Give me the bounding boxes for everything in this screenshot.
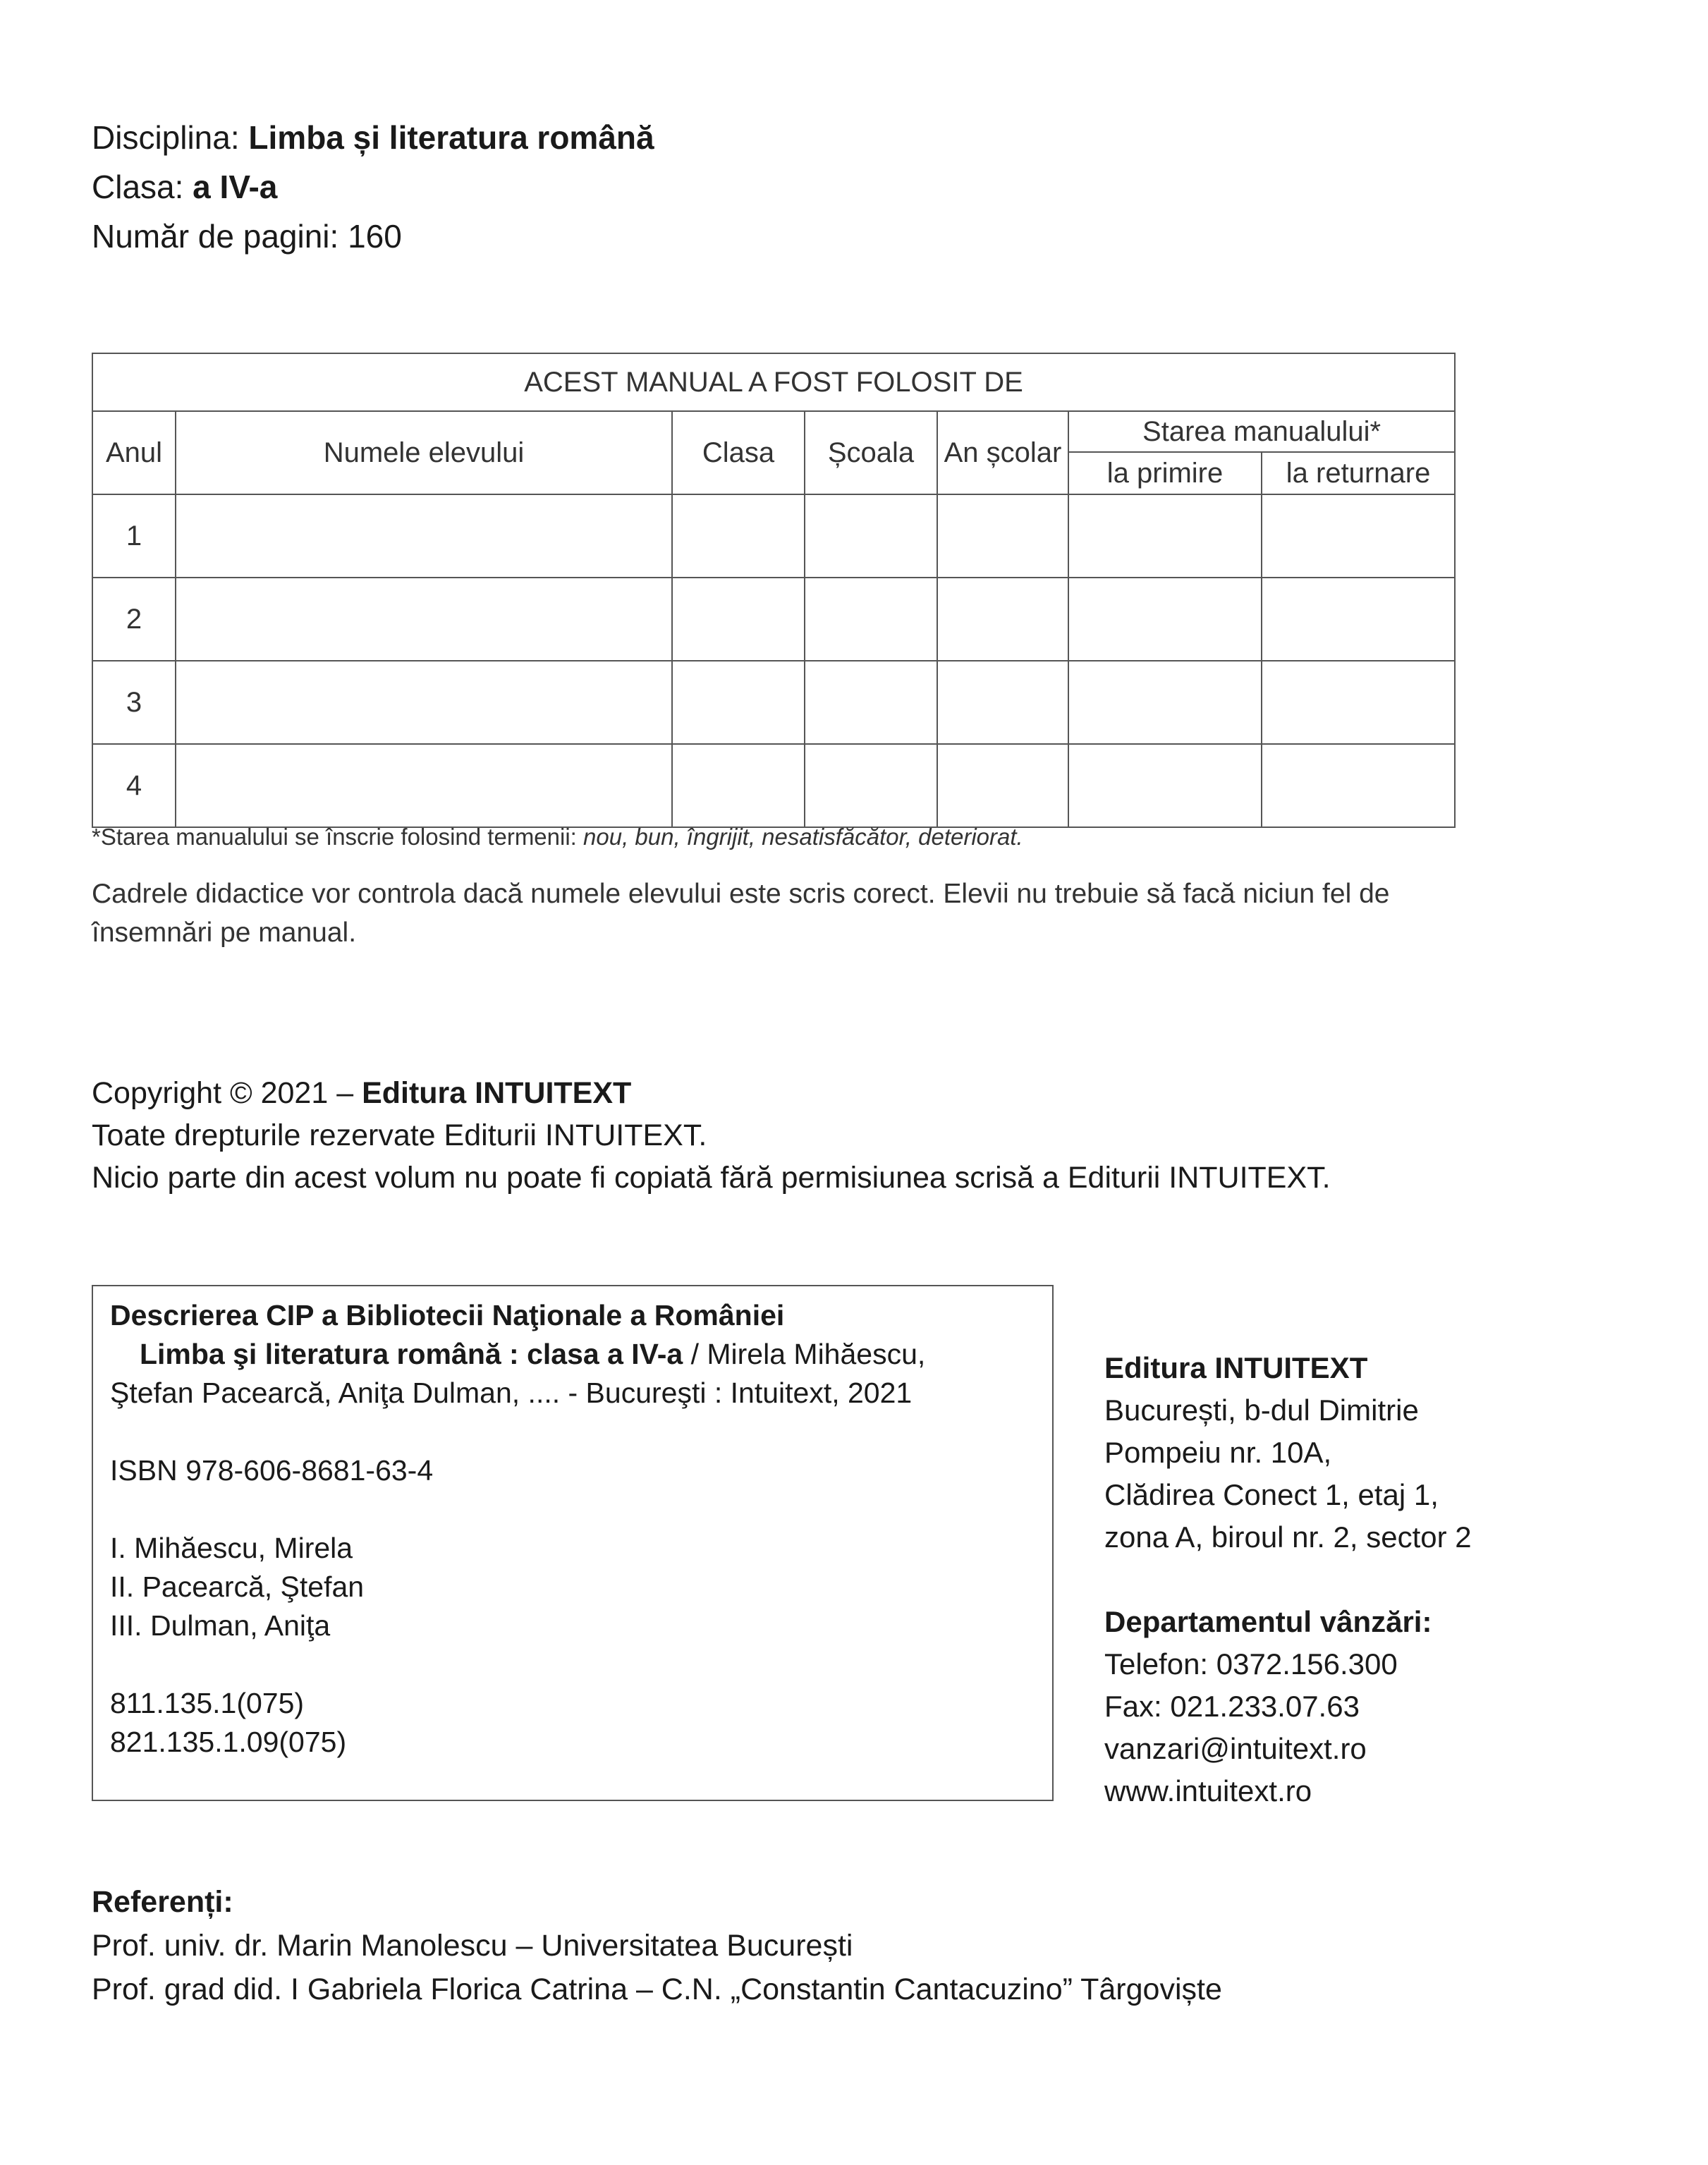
cip-entry: I. Mihăescu, Mirela bbox=[110, 1532, 353, 1564]
publisher-name: Editura INTUITEXT bbox=[1104, 1351, 1368, 1384]
school-year-cell bbox=[937, 661, 1068, 744]
document-header bbox=[92, 113, 654, 261]
sales-email: vanzari@intuitext.ro bbox=[1104, 1732, 1367, 1765]
state-returned-cell bbox=[1262, 661, 1455, 744]
table-title: ACEST MANUAL A FOST FOLOSIT DE bbox=[92, 353, 1455, 411]
class-cell bbox=[672, 578, 805, 661]
class-cell bbox=[672, 494, 805, 578]
publisher-address-line: București, b-dul Dimitrie bbox=[1104, 1393, 1419, 1427]
school-year-cell bbox=[937, 744, 1068, 827]
school-year-cell bbox=[937, 494, 1068, 578]
row-year-cell: 3 bbox=[92, 661, 176, 744]
cip-authors-line: Ştefan Pacearcă, Aniţa Dulman, .... - Bucureşti : Intuitext, 2021 bbox=[110, 1377, 913, 1409]
publisher-website: www.intuitext.ro bbox=[1104, 1774, 1312, 1807]
cip-content bbox=[110, 1296, 925, 1762]
discipline-value: Limba și literatura română bbox=[248, 119, 654, 156]
col-year-header: Anul bbox=[92, 411, 176, 494]
rights-reserved-line: Toate drepturile rezervate Editurii INTUITEXT. bbox=[92, 1118, 707, 1152]
row-year-cell: 2 bbox=[92, 578, 176, 661]
table-footnote bbox=[92, 824, 1023, 850]
class-cell bbox=[672, 744, 805, 827]
col-school-header: Școala bbox=[805, 411, 937, 494]
class-line bbox=[92, 162, 654, 212]
pages-line bbox=[92, 212, 654, 261]
copyright-block bbox=[92, 1072, 1331, 1199]
usage-table bbox=[92, 353, 1456, 828]
state-returned-cell bbox=[1262, 494, 1455, 578]
footnote-text: *Starea manualului se înscrie folosind termenii: bbox=[92, 824, 584, 850]
cip-entry: II. Pacearcă, Ştefan bbox=[110, 1571, 365, 1603]
cip-entry: III. Dulman, Aniţa bbox=[110, 1609, 331, 1642]
cip-isbn: ISBN 978-606-8681-63-4 bbox=[110, 1454, 434, 1487]
referees-heading: Referenți: bbox=[92, 1885, 233, 1919]
state-received-cell bbox=[1068, 744, 1262, 827]
copyright-line bbox=[92, 1072, 1331, 1114]
col-state-received-header: la primire bbox=[1068, 452, 1262, 494]
cip-box bbox=[92, 1285, 1054, 1801]
state-returned-cell bbox=[1262, 744, 1455, 827]
pages-label: Număr de pagini: bbox=[92, 218, 348, 255]
class-cell bbox=[672, 661, 805, 744]
class-label: Clasa: bbox=[92, 169, 193, 205]
sales-fax: Fax: 021.233.07.63 bbox=[1104, 1690, 1360, 1723]
sales-phone: Telefon: 0372.156.300 bbox=[1104, 1647, 1398, 1681]
name-cell bbox=[176, 578, 672, 661]
copyright-prefix: Copyright © 2021 – bbox=[92, 1076, 362, 1110]
col-name-header: Numele elevului bbox=[176, 411, 672, 494]
state-received-cell bbox=[1068, 661, 1262, 744]
publisher-address-line: Clădirea Conect 1, etaj 1, bbox=[1104, 1478, 1439, 1511]
row-year-cell: 4 bbox=[92, 744, 176, 827]
cip-title-line bbox=[110, 1335, 925, 1374]
class-value: a IV-a bbox=[193, 169, 278, 205]
publisher-address-line: Pompeiu nr. 10A, bbox=[1104, 1436, 1332, 1469]
row-year-cell: 1 bbox=[92, 494, 176, 578]
state-returned-cell bbox=[1262, 578, 1455, 661]
no-copy-line: Nicio parte din acest volum nu poate fi copiată fără permisiunea scrisă a Editurii INTUITEXT. bbox=[92, 1161, 1331, 1195]
referee-item: Prof. univ. dr. Marin Manolescu – Universitatea București bbox=[92, 1929, 853, 1963]
footnote-terms: nou, bun, îngrijit, nesatisfăcător, deteriorat. bbox=[583, 824, 1023, 850]
cip-code: 811.135.1(075) bbox=[110, 1687, 305, 1719]
cip-book-title: Limba şi literatura română : clasa a IV-a bbox=[140, 1338, 683, 1370]
publisher-address-line: zona A, biroul nr. 2, sector 2 bbox=[1104, 1520, 1472, 1554]
col-state-returned-header: la returnare bbox=[1262, 452, 1455, 494]
table-row bbox=[92, 744, 1455, 827]
teacher-note: Cadrele didactice vor controla dacă numele elevului este scris corect. Elevii nu trebuie să facă niciun fel de însemnări pe manual. bbox=[92, 879, 1390, 948]
table-row bbox=[92, 494, 1455, 578]
copyright-publisher: Editura INTUITEXT bbox=[362, 1076, 632, 1110]
discipline-line bbox=[92, 113, 654, 162]
table-row bbox=[92, 578, 1455, 661]
discipline-label: Disciplina: bbox=[92, 119, 249, 156]
col-school-year-header: An școlar bbox=[937, 411, 1068, 494]
cip-authors-part1: / Mirela Mihăescu, bbox=[683, 1338, 926, 1370]
referee-item: Prof. grad did. I Gabriela Florica Catrina – C.N. „Constantin Cantacuzino” Târgoviște bbox=[92, 1972, 1222, 2006]
publisher-info bbox=[1104, 1347, 1472, 1812]
name-cell bbox=[176, 744, 672, 827]
school-cell bbox=[805, 744, 937, 827]
sales-heading: Departamentul vânzări: bbox=[1104, 1605, 1432, 1638]
pages-value: 160 bbox=[348, 218, 402, 255]
col-class-header: Clasa bbox=[672, 411, 805, 494]
school-cell bbox=[805, 578, 937, 661]
state-received-cell bbox=[1068, 578, 1262, 661]
cip-code: 821.135.1.09(075) bbox=[110, 1726, 347, 1758]
referees-block bbox=[92, 1880, 1222, 2011]
state-received-cell bbox=[1068, 494, 1262, 578]
school-cell bbox=[805, 661, 937, 744]
school-cell bbox=[805, 494, 937, 578]
name-cell bbox=[176, 661, 672, 744]
table-row bbox=[92, 661, 1455, 744]
col-state-header: Starea manualului* bbox=[1068, 411, 1455, 452]
name-cell bbox=[176, 494, 672, 578]
cip-heading: Descrierea CIP a Bibliotecii Naţionale a României bbox=[110, 1299, 785, 1331]
school-year-cell bbox=[937, 578, 1068, 661]
